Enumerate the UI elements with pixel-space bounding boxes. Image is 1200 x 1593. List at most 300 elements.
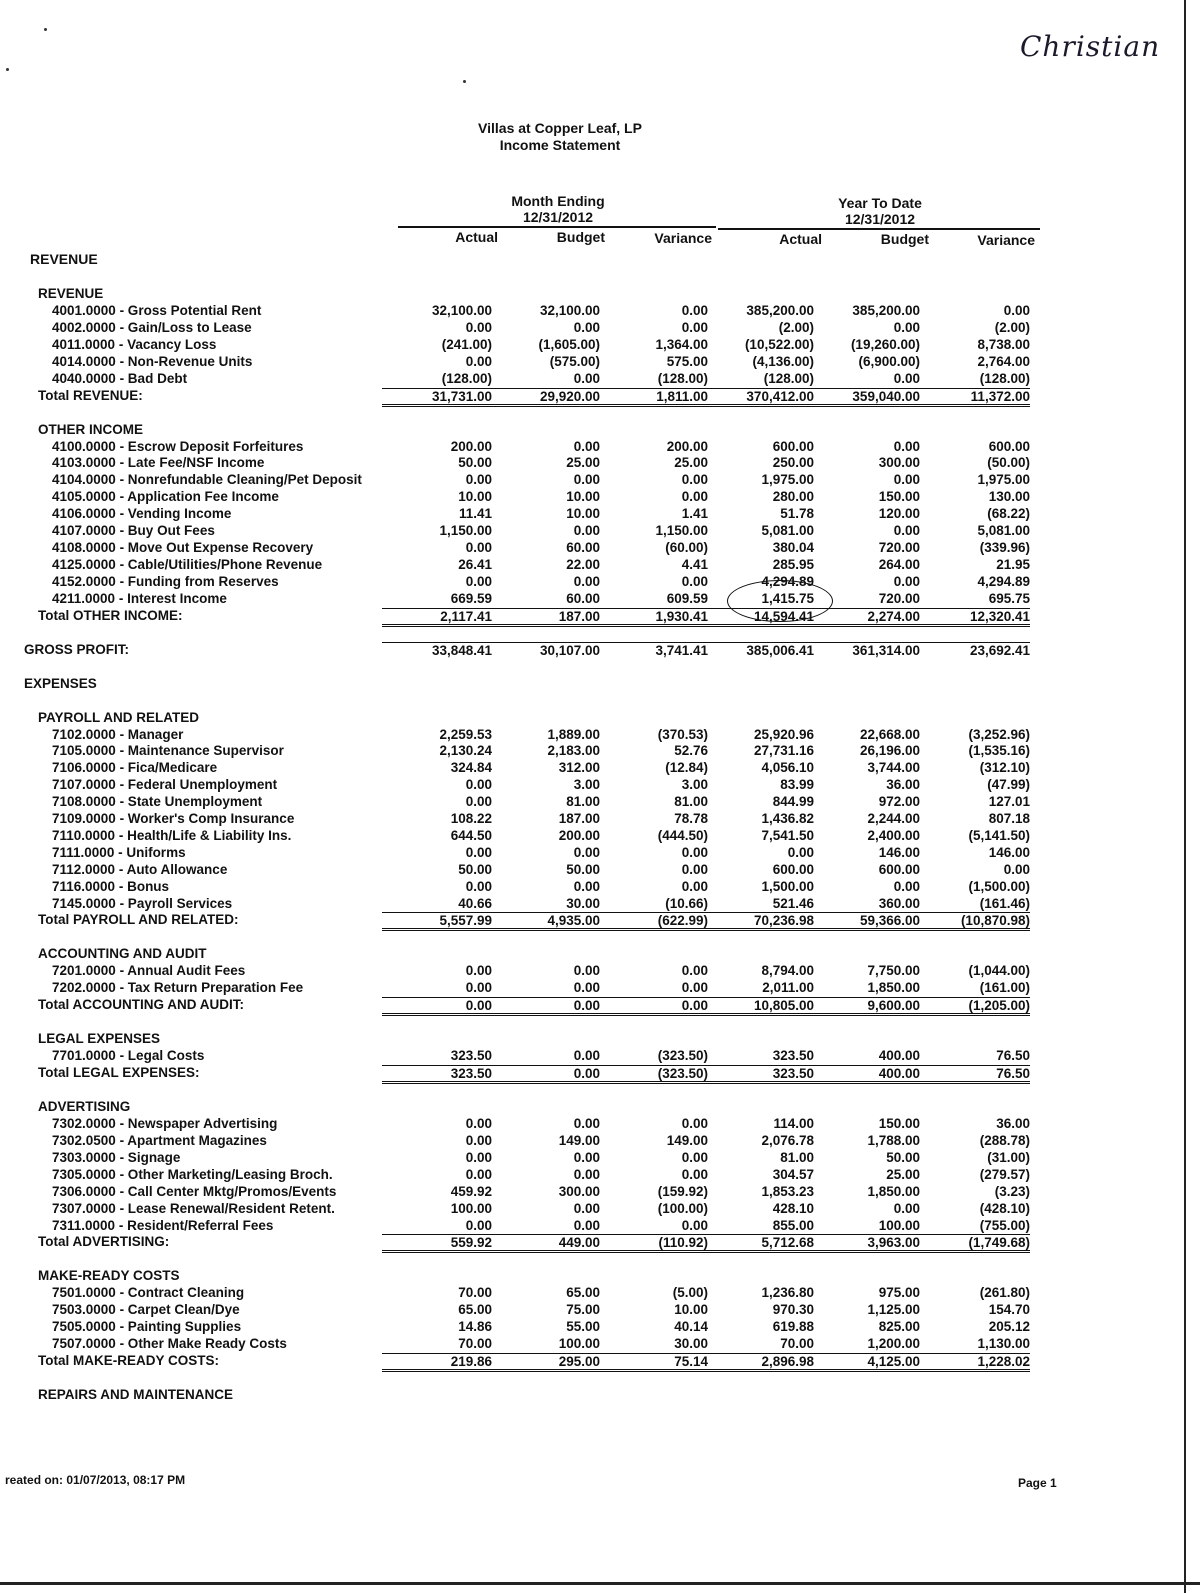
- row-label: 4011.0000 - Vacancy Loss: [52, 336, 217, 352]
- cell-value: 9,600.00: [810, 997, 920, 1016]
- total-row: [0, 1353, 1100, 1370]
- cell-value: 55.00: [566, 1319, 600, 1335]
- cell-value: 855.00: [772, 1217, 814, 1233]
- scan-speck: [44, 28, 47, 31]
- row-label: LEGAL EXPENSES: [38, 1031, 161, 1047]
- table-row: [0, 1319, 1100, 1336]
- row-label: PAYROLL AND RELATED: [38, 709, 200, 725]
- cell-value: 312.00: [558, 760, 600, 776]
- cell-value: 40.14: [674, 1319, 708, 1335]
- cell-value: 4,056.10: [761, 760, 814, 776]
- cell-value: (60.00): [665, 539, 708, 555]
- cell-value: 0.00: [681, 489, 708, 505]
- table-row: [0, 1184, 1100, 1201]
- cell-value: 5,557.99: [382, 912, 492, 931]
- cell-value: 428.10: [772, 1200, 814, 1216]
- cell-value: 1.41: [681, 506, 708, 522]
- cell-value: 70.00: [458, 1285, 492, 1301]
- cell-value: 76.50: [920, 1065, 1030, 1084]
- cell-value: (12.84): [665, 760, 708, 776]
- cell-value: 0.00: [893, 319, 920, 335]
- cell-value: 26.41: [458, 556, 492, 572]
- column-label: Actual: [779, 231, 822, 247]
- ytd-period-label: Year To Date: [838, 195, 922, 211]
- cell-value: 0.00: [893, 1200, 920, 1216]
- column-label: Budget: [880, 231, 929, 247]
- cell-value: 32,100.00: [431, 303, 492, 318]
- cell-value: 7,541.50: [761, 827, 814, 843]
- table-row: [0, 727, 1100, 744]
- cell-value: (2.00): [994, 319, 1030, 335]
- table-row: [0, 303, 1100, 320]
- cell-value: 0.00: [465, 539, 492, 555]
- cell-value: 5,081.00: [761, 523, 814, 538]
- handwritten-name: Christian: [1020, 30, 1161, 63]
- table-row: [0, 828, 1100, 845]
- row-label: 4152.0000 - Funding from Reserves: [52, 573, 279, 589]
- cell-value: 0.00: [573, 1200, 600, 1216]
- table-row: [0, 879, 1100, 896]
- total-row: [0, 1065, 1100, 1082]
- total-row: [0, 997, 1100, 1014]
- cell-value: (10,870.98): [920, 912, 1030, 931]
- row-label: 7302.0500 - Apartment Magazines: [52, 1133, 267, 1148]
- row-label: GROSS PROFIT:: [24, 641, 130, 657]
- cell-value: 300.00: [558, 1183, 600, 1199]
- cell-value: 2,183.00: [547, 743, 600, 759]
- row-label: 4107.0000 - Buy Out Fees: [52, 523, 215, 538]
- cell-value: 0.00: [681, 1116, 708, 1132]
- month-period-label: Month Ending: [511, 193, 605, 209]
- ytd-period-header: [780, 195, 980, 227]
- row-label: OTHER INCOME: [38, 421, 144, 437]
- cell-value: (370.53): [657, 726, 708, 742]
- cell-value: 1,415.75: [761, 590, 814, 606]
- cell-value: (323.50): [598, 1065, 708, 1084]
- cell-value: (68.22): [987, 506, 1030, 522]
- row-label: 7507.0000 - Other Make Ready Costs: [52, 1336, 287, 1352]
- cell-value: (100.00): [657, 1200, 708, 1216]
- company-name: Villas at Copper Leaf, LP: [478, 120, 642, 136]
- table-row: [0, 439, 1100, 456]
- cell-value: 75.14: [598, 1353, 708, 1372]
- cell-value: 0.00: [465, 878, 492, 894]
- cell-value: 264.00: [878, 556, 920, 572]
- cell-value: 200.00: [558, 827, 600, 843]
- row-label: Total LEGAL EXPENSES:: [38, 1065, 200, 1081]
- section-heading: [0, 1031, 1100, 1048]
- table-row: [0, 811, 1100, 828]
- cell-value: 29,920.00: [490, 388, 600, 407]
- row-label: 7307.0000 - Lease Renewal/Resident Retent.: [52, 1200, 335, 1216]
- cell-value: 600.00: [772, 438, 814, 454]
- cell-value: 0.00: [893, 573, 920, 589]
- cell-value: 0.00: [893, 472, 920, 488]
- row-label: REVENUE: [38, 286, 104, 301]
- cell-value: 0.00: [681, 963, 708, 979]
- cell-value: 1,150.00: [655, 523, 708, 538]
- cell-value: 400.00: [878, 1048, 920, 1064]
- cell-value: 0.00: [681, 303, 708, 318]
- cell-value: 100.00: [878, 1217, 920, 1233]
- cell-value: 0.00: [465, 794, 492, 810]
- row-label: 4104.0000 - Nonrefundable Cleaning/Pet Deposit: [52, 472, 362, 488]
- cell-value: 323.50: [772, 1048, 814, 1064]
- cell-value: 130.00: [988, 489, 1030, 505]
- cell-value: 449.00: [490, 1234, 600, 1253]
- cell-value: (261.80): [979, 1285, 1030, 1301]
- cell-value: 0.00: [573, 523, 600, 538]
- table-row: [0, 1133, 1100, 1150]
- cell-value: 370,412.00: [704, 388, 814, 407]
- cell-value: 4,935.00: [490, 912, 600, 931]
- cell-value: 3,963.00: [810, 1234, 920, 1253]
- cell-value: 52.76: [674, 743, 708, 759]
- cell-value: (1,749.68): [920, 1234, 1030, 1253]
- cell-value: 0.00: [573, 438, 600, 454]
- cell-value: 22.00: [566, 556, 600, 572]
- row-label: Total ADVERTISING:: [38, 1234, 170, 1250]
- cell-value: 150.00: [878, 489, 920, 505]
- cell-value: 205.12: [988, 1319, 1030, 1335]
- cell-value: 146.00: [988, 844, 1030, 860]
- cell-value: 0.00: [465, 472, 492, 488]
- cell-value: 2,259.53: [439, 726, 492, 742]
- section-heading: [0, 1387, 1100, 1404]
- table-row: [0, 896, 1100, 913]
- cell-value: 10.00: [458, 489, 492, 505]
- cell-value: 400.00: [810, 1065, 920, 1084]
- table-row: [0, 1167, 1100, 1184]
- cell-value: (622.99): [598, 912, 708, 931]
- row-label: 7701.0000 - Legal Costs: [52, 1048, 205, 1064]
- cell-value: (312.10): [979, 760, 1030, 776]
- table-row: [0, 489, 1100, 506]
- cell-value: 25,920.96: [753, 726, 814, 742]
- cell-value: 1,788.00: [867, 1133, 920, 1148]
- cell-value: 0.00: [465, 963, 492, 979]
- cell-value: 970.30: [772, 1302, 814, 1318]
- cell-value: (128.00): [657, 370, 708, 386]
- cell-value: 70.00: [780, 1336, 814, 1352]
- cell-value: (161.46): [979, 895, 1030, 911]
- cell-value: 0.00: [465, 844, 492, 860]
- cell-value: 2,244.00: [867, 811, 920, 826]
- cell-value: 10.00: [674, 1302, 708, 1318]
- cell-value: 720.00: [878, 539, 920, 555]
- scan-border-bottom: [0, 1582, 1200, 1585]
- cell-value: 32,100.00: [539, 303, 600, 318]
- cell-value: 1,811.00: [598, 388, 708, 407]
- table-row: [0, 523, 1100, 540]
- total-row: [0, 1234, 1100, 1251]
- cell-value: 825.00: [878, 1319, 920, 1335]
- table-row: [0, 794, 1100, 811]
- section-heading: [0, 710, 1100, 727]
- cell-value: (6,900.00): [858, 353, 920, 369]
- cell-value: 60.00: [566, 590, 600, 606]
- cell-value: 1,236.80: [761, 1285, 814, 1301]
- cell-value: 0.00: [573, 1048, 600, 1064]
- cell-value: 0.00: [465, 1116, 492, 1132]
- cell-value: 30.00: [674, 1336, 708, 1352]
- ytd-header-rule: [718, 228, 1040, 230]
- row-label: 7505.0000 - Painting Supplies: [52, 1319, 242, 1335]
- row-label: Total OTHER INCOME:: [38, 607, 183, 623]
- cell-value: 33,848.41: [382, 642, 492, 658]
- cell-value: 10,805.00: [704, 997, 814, 1016]
- cell-value: 21.95: [996, 556, 1030, 572]
- table-row: [0, 320, 1100, 337]
- cell-value: 0.00: [681, 844, 708, 860]
- cell-value: 1,853.23: [761, 1183, 814, 1199]
- total-row: [0, 608, 1100, 625]
- gross-profit-row: [0, 642, 1100, 659]
- cell-value: 11,372.00: [920, 388, 1030, 407]
- cell-value: 0.00: [681, 861, 708, 877]
- cell-value: 324.84: [450, 760, 492, 776]
- month-period-header: [458, 193, 658, 225]
- cell-value: 187.00: [490, 608, 600, 627]
- cell-value: 200.00: [666, 438, 708, 454]
- cell-value: (1,205.00): [920, 997, 1030, 1016]
- row-label: 7110.0000 - Health/Life & Liability Ins.: [52, 827, 292, 843]
- cell-value: 0.00: [573, 573, 600, 589]
- cell-value: 14.86: [458, 1319, 492, 1335]
- cell-value: 127.01: [988, 794, 1030, 810]
- section-heading: [0, 676, 1100, 693]
- cell-value: 385,006.41: [704, 642, 814, 658]
- cell-value: 81.00: [674, 794, 708, 810]
- cell-value: 0.00: [893, 370, 920, 386]
- cell-value: 4,294.89: [977, 573, 1030, 589]
- month-period-date: 12/31/2012: [522, 209, 594, 225]
- row-label: 7302.0000 - Newspaper Advertising: [52, 1116, 278, 1132]
- cell-value: 844.99: [772, 794, 814, 810]
- cell-value: 1,364.00: [655, 336, 708, 352]
- cell-value: 3,741.41: [598, 642, 708, 658]
- total-row: [0, 388, 1100, 405]
- row-label: 7303.0000 - Signage: [52, 1149, 181, 1165]
- cell-value: 0.00: [465, 573, 492, 589]
- cell-value: 0.00: [681, 1166, 708, 1182]
- cell-value: 360.00: [878, 895, 920, 911]
- table-row: [0, 1048, 1100, 1065]
- cell-value: 11.41: [458, 506, 492, 522]
- cell-value: 30,107.00: [490, 642, 600, 658]
- cell-value: (47.99): [987, 777, 1030, 793]
- cell-value: 1,975.00: [977, 472, 1030, 488]
- section-heading: [0, 1099, 1100, 1116]
- cell-value: 1,850.00: [867, 1183, 920, 1199]
- table-row: [0, 371, 1100, 388]
- cell-value: 1,228.02: [920, 1353, 1030, 1372]
- section-heading: [0, 422, 1100, 439]
- row-label: REPAIRS AND MAINTENANCE: [38, 1387, 234, 1402]
- cell-value: 40.66: [458, 895, 492, 911]
- table-row: [0, 574, 1100, 591]
- cell-value: 27,731.16: [753, 743, 814, 759]
- ytd-period-date: 12/31/2012: [844, 211, 916, 227]
- cell-value: 600.00: [988, 438, 1030, 454]
- cell-value: 0.00: [573, 844, 600, 860]
- cell-value: 385,200.00: [852, 303, 920, 318]
- table-row: [0, 1336, 1100, 1353]
- cell-value: 0.00: [681, 573, 708, 589]
- cell-value: 972.00: [878, 794, 920, 810]
- cell-value: 1,436.82: [761, 811, 814, 826]
- cell-value: 0.00: [681, 980, 708, 996]
- cell-value: 51.78: [780, 506, 814, 522]
- cell-value: 380.04: [772, 539, 814, 555]
- cell-value: 0.00: [681, 1217, 708, 1233]
- cell-value: 3.00: [573, 777, 600, 793]
- cell-value: 59,366.00: [810, 912, 920, 931]
- table-row: [0, 591, 1100, 608]
- row-label: Total MAKE-READY COSTS:: [38, 1353, 220, 1368]
- cell-value: 0.00: [573, 1166, 600, 1182]
- cell-value: 0.00: [465, 319, 492, 335]
- row-label: 4211.0000 - Interest Income: [52, 590, 227, 606]
- cell-value: 3.00: [681, 777, 708, 793]
- table-row: [0, 354, 1100, 371]
- cell-value: 0.00: [573, 1149, 600, 1165]
- cell-value: (50.00): [987, 455, 1030, 471]
- cell-value: (339.96): [979, 539, 1030, 555]
- cell-value: 644.50: [450, 827, 492, 843]
- cell-value: 5,712.68: [704, 1234, 814, 1253]
- cell-value: (10,522.00): [744, 336, 814, 352]
- cell-value: 50.00: [886, 1149, 920, 1165]
- cell-value: 4,294.89: [761, 573, 814, 589]
- cell-value: (4,136.00): [752, 353, 814, 369]
- row-label: 7116.0000 - Bonus: [52, 878, 170, 894]
- cell-value: 187.00: [558, 811, 600, 826]
- scan-speck: [6, 68, 9, 71]
- table-row: [0, 845, 1100, 862]
- cell-value: 30.00: [566, 895, 600, 911]
- row-label: 7108.0000 - State Unemployment: [52, 794, 263, 810]
- cell-value: 8,794.00: [761, 963, 814, 979]
- cell-value: (575.00): [549, 353, 600, 369]
- cell-value: 70.00: [458, 1336, 492, 1352]
- month-header-rule: [398, 226, 716, 228]
- cell-value: 108.22: [450, 811, 492, 826]
- column-label: Actual: [455, 229, 498, 245]
- cell-value: 575.00: [666, 353, 708, 369]
- cell-value: 146.00: [878, 844, 920, 860]
- table-row: [0, 455, 1100, 472]
- cell-value: (755.00): [979, 1217, 1030, 1233]
- cell-value: 0.00: [573, 1116, 600, 1132]
- cell-value: (3.23): [994, 1183, 1030, 1199]
- cell-value: 619.88: [772, 1319, 814, 1335]
- cell-value: (1,500.00): [968, 878, 1030, 894]
- table-row: [0, 1201, 1100, 1218]
- cell-value: (128.00): [763, 370, 814, 386]
- row-label: 4040.0000 - Bad Debt: [52, 370, 188, 386]
- cell-value: 1,500.00: [761, 878, 814, 894]
- cell-value: 1,130.00: [977, 1336, 1030, 1352]
- row-label: 7145.0000 - Payroll Services: [52, 895, 233, 911]
- column-label: Variance: [654, 230, 712, 246]
- cell-value: (241.00): [441, 336, 492, 352]
- cell-value: 81.00: [566, 794, 600, 810]
- cell-value: 0.00: [465, 1166, 492, 1182]
- cell-value: 2,130.24: [439, 743, 492, 759]
- cell-value: 76.50: [996, 1048, 1030, 1064]
- cell-value: 720.00: [878, 590, 920, 606]
- table-row: [0, 980, 1100, 997]
- table-row: [0, 1116, 1100, 1133]
- cell-value: 0.00: [465, 777, 492, 793]
- row-label: 7112.0000 - Auto Allowance: [52, 861, 228, 877]
- cell-value: 295.00: [490, 1353, 600, 1372]
- cell-value: 23,692.41: [920, 642, 1030, 658]
- cell-value: 10.00: [566, 489, 600, 505]
- cell-value: (19,260.00): [850, 336, 920, 352]
- cell-value: 361,314.00: [810, 642, 920, 658]
- cell-value: 149.00: [558, 1133, 600, 1148]
- cell-value: (444.50): [657, 827, 708, 843]
- cell-value: 300.00: [878, 455, 920, 471]
- cell-value: 0.00: [598, 997, 708, 1016]
- cell-value: 50.00: [458, 455, 492, 471]
- cell-value: 83.99: [780, 777, 814, 793]
- cell-value: (288.78): [979, 1133, 1030, 1148]
- table-row: [0, 540, 1100, 557]
- table-row: [0, 1285, 1100, 1302]
- created-on-footer: reated on: 01/07/2013, 08:17 PM: [5, 1473, 186, 1487]
- cell-value: 8,738.00: [977, 336, 1030, 352]
- row-label: 7105.0000 - Maintenance Supervisor: [52, 743, 284, 759]
- cell-value: 0.00: [382, 997, 492, 1016]
- row-label: 7201.0000 - Annual Audit Fees: [52, 963, 246, 979]
- cell-value: 81.00: [780, 1149, 814, 1165]
- cell-value: 1,889.00: [547, 726, 600, 742]
- cell-value: (10.66): [665, 895, 708, 911]
- section-heading: [0, 286, 1100, 303]
- cell-value: (31.00): [987, 1149, 1030, 1165]
- column-label: Variance: [977, 232, 1035, 248]
- cell-value: (128.00): [979, 370, 1030, 386]
- cell-value: (279.57): [979, 1166, 1030, 1182]
- cell-value: 25.00: [566, 455, 600, 471]
- cell-value: 0.00: [465, 1217, 492, 1233]
- row-label: 7306.0000 - Call Center Mktg/Promos/Events: [52, 1183, 337, 1199]
- cell-value: (428.10): [979, 1200, 1030, 1216]
- table-row: [0, 557, 1100, 574]
- section-heading-revenue: REVENUE: [30, 251, 98, 267]
- row-label: 4001.0000 - Gross Potential Rent: [52, 303, 262, 318]
- row-label: 7305.0000 - Other Marketing/Leasing Broch.: [52, 1166, 333, 1182]
- cell-value: 600.00: [878, 861, 920, 877]
- cell-value: 2,896.98: [704, 1353, 814, 1372]
- cell-value: 0.00: [893, 878, 920, 894]
- row-label: 4106.0000 - Vending Income: [52, 506, 232, 522]
- cell-value: 2,400.00: [867, 827, 920, 843]
- cell-value: 75.00: [566, 1302, 600, 1318]
- scan-speck: [463, 80, 466, 83]
- cell-value: 200.00: [450, 438, 492, 454]
- cell-value: 4.41: [681, 556, 708, 572]
- cell-value: (159.92): [657, 1183, 708, 1199]
- cell-value: 0.00: [573, 319, 600, 335]
- cell-value: (5.00): [672, 1285, 708, 1301]
- row-label: 4100.0000 - Escrow Deposit Forfeitures: [52, 438, 304, 454]
- row-label: 7109.0000 - Worker's Comp Insurance: [52, 811, 295, 826]
- cell-value: 385,200.00: [746, 303, 814, 318]
